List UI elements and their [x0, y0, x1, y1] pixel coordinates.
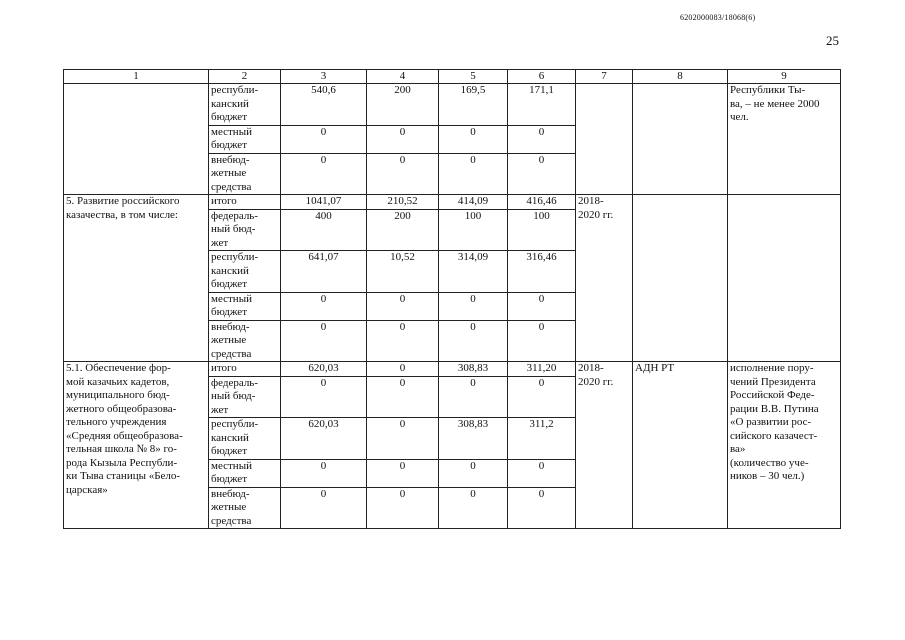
- amount-cell: 0: [281, 487, 367, 529]
- amount-cell: 0: [439, 320, 508, 362]
- column-header: 7: [576, 70, 633, 84]
- funding-source-cell: итого: [209, 362, 281, 377]
- amount-cell: 400: [281, 209, 367, 251]
- amount-cell: 0: [508, 487, 576, 529]
- amount-cell: 620,03: [281, 418, 367, 460]
- column-header: 6: [508, 70, 576, 84]
- executor-cell: АДН РТ: [633, 362, 728, 529]
- amount-cell: 0: [281, 153, 367, 195]
- amount-cell: 100: [508, 209, 576, 251]
- amount-cell: 0: [367, 487, 439, 529]
- funding-source-cell: местный бюджет: [209, 292, 281, 320]
- program-item-cell: 5.1. Обеспечение фор- мой казачьих кадетов, муниципального бюд- жетного общеобразова- тельного учреждения «Средняя общеобразова- тельная школа № 8» го- рода Кызыла Республи- ки Тыва станицы «Бело- царская»: [64, 362, 209, 529]
- amount-cell: 0: [281, 125, 367, 153]
- amount-cell: 210,52: [367, 195, 439, 210]
- amount-cell: 311,2: [508, 418, 576, 460]
- expected-result-cell: исполнение пору- чений Президента Российской Феде- рации В.В. Путина «О развитии рос- сийского казачест- ва» (количество уче- ников – 30 чел.): [728, 362, 841, 529]
- table-header-row: [64, 70, 841, 84]
- amount-cell: 200: [367, 84, 439, 126]
- funding-source-cell: федераль- ный бюд- жет: [209, 376, 281, 418]
- column-header: 3: [281, 70, 367, 84]
- executor-cell: [633, 84, 728, 195]
- amount-cell: 0: [281, 292, 367, 320]
- amount-cell: 0: [508, 320, 576, 362]
- table-row: [64, 195, 841, 210]
- funding-source-cell: местный бюджет: [209, 459, 281, 487]
- amount-cell: 0: [439, 125, 508, 153]
- amount-cell: 0: [367, 362, 439, 377]
- column-header: 4: [367, 70, 439, 84]
- amount-cell: 416,46: [508, 195, 576, 210]
- executor-cell: [633, 195, 728, 362]
- funding-source-cell: федераль- ный бюд- жет: [209, 209, 281, 251]
- amount-cell: 0: [439, 292, 508, 320]
- document-id: 6202000083/18068(6): [680, 13, 756, 22]
- amount-cell: 308,83: [439, 418, 508, 460]
- period-cell: 2018- 2020 гг.: [576, 362, 633, 529]
- period-cell: [576, 84, 633, 195]
- table-row: [64, 362, 841, 377]
- amount-cell: 0: [508, 125, 576, 153]
- amount-cell: 0: [367, 376, 439, 418]
- budget-table: [63, 69, 841, 529]
- amount-cell: 0: [367, 153, 439, 195]
- funding-source-cell: внебюд- жетные средства: [209, 153, 281, 195]
- amount-cell: 620,03: [281, 362, 367, 377]
- amount-cell: 308,83: [439, 362, 508, 377]
- amount-cell: 169,5: [439, 84, 508, 126]
- amount-cell: 0: [367, 125, 439, 153]
- amount-cell: 0: [439, 153, 508, 195]
- amount-cell: 1041,07: [281, 195, 367, 210]
- amount-cell: 316,46: [508, 251, 576, 293]
- column-header: 2: [209, 70, 281, 84]
- amount-cell: 0: [439, 459, 508, 487]
- column-header: 8: [633, 70, 728, 84]
- amount-cell: 414,09: [439, 195, 508, 210]
- program-item-cell: 5. Развитие российского казачества, в том числе:: [64, 195, 209, 362]
- amount-cell: 0: [281, 376, 367, 418]
- amount-cell: 0: [367, 418, 439, 460]
- funding-source-cell: внебюд- жетные средства: [209, 487, 281, 529]
- amount-cell: 0: [439, 376, 508, 418]
- amount-cell: 0: [367, 292, 439, 320]
- table-row: [64, 84, 841, 126]
- amount-cell: 0: [281, 459, 367, 487]
- amount-cell: 314,09: [439, 251, 508, 293]
- amount-cell: 0: [508, 459, 576, 487]
- amount-cell: 0: [508, 292, 576, 320]
- amount-cell: 641,07: [281, 251, 367, 293]
- column-header: 5: [439, 70, 508, 84]
- funding-source-cell: итого: [209, 195, 281, 210]
- funding-source-cell: республи- канский бюджет: [209, 418, 281, 460]
- program-item-cell: [64, 84, 209, 195]
- amount-cell: 200: [367, 209, 439, 251]
- column-header: 9: [728, 70, 841, 84]
- period-cell: 2018- 2020 гг.: [576, 195, 633, 362]
- funding-source-cell: республи- канский бюджет: [209, 251, 281, 293]
- amount-cell: 10,52: [367, 251, 439, 293]
- column-header: 1: [64, 70, 209, 84]
- amount-cell: 0: [367, 320, 439, 362]
- funding-source-cell: местный бюджет: [209, 125, 281, 153]
- page-number: 25: [826, 33, 839, 48]
- amount-cell: 540,6: [281, 84, 367, 126]
- amount-cell: 0: [281, 320, 367, 362]
- amount-cell: 0: [439, 487, 508, 529]
- expected-result-cell: [728, 195, 841, 362]
- amount-cell: 171,1: [508, 84, 576, 126]
- amount-cell: 0: [367, 459, 439, 487]
- expected-result-cell: Республики Ты- ва, – не менее 2000 чел.: [728, 84, 841, 195]
- funding-source-cell: республи- канский бюджет: [209, 84, 281, 126]
- funding-source-cell: внебюд- жетные средства: [209, 320, 281, 362]
- amount-cell: 0: [508, 153, 576, 195]
- amount-cell: 311,20: [508, 362, 576, 377]
- amount-cell: 0: [508, 376, 576, 418]
- amount-cell: 100: [439, 209, 508, 251]
